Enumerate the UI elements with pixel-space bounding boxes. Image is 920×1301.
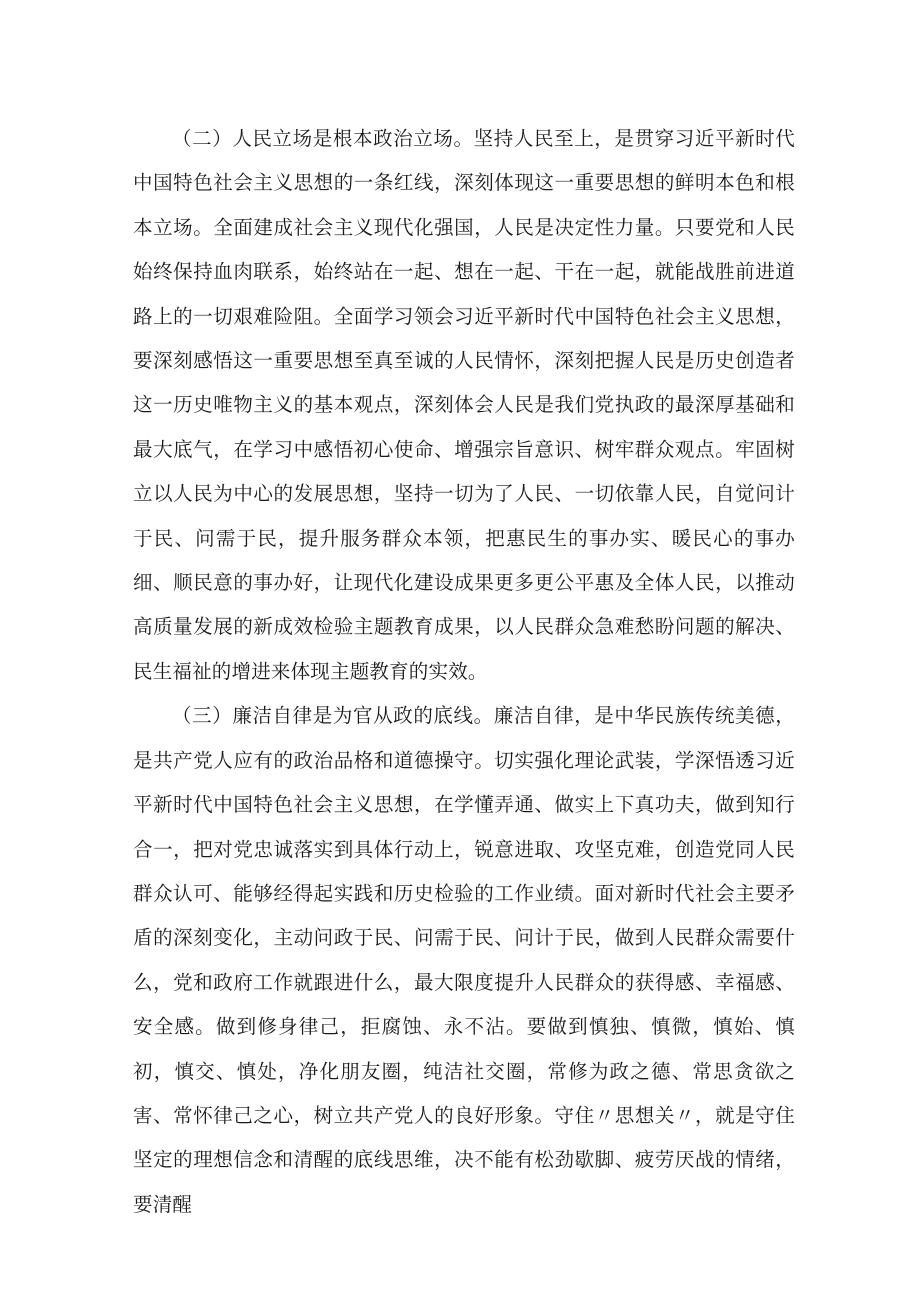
paragraph-people-stance: （二）人民立场是根本政治立场。坚持人民至上，是贯穿习近平新时代中国特色社会主义思想的一条红线，深刻体现这一重要思想的鲜明本色和根本立场。全面建成社会主义现代化强国，人民是决定性力量。只要党和人民始终保持血肉联系，始终站在一起、想在一起、干在一起，就能战胜前进道路上的一切艰难险阻。全面学习领会习近平新时代中国特色社会主义思想，要深刻感悟这一重要思想至真至诚的人民情怀，深刻把握人民是历史创造者这一历史唯物主义的基本观点，深刻体会人民是我们党执政的最深厚基础和最大底气，在学习中感悟初心使命、增强宗旨意识、树牢群众观点。牢固树立以人民为中心的发展思想，坚持一切为了人民、一切依靠人民，自觉问计于民、问需于民，提升服务群众本领，把惠民生的事办实、暖民心的事办细、顺民意的事办好，让现代化建设成果更多更公平惠及全体人民，以推动高质量发展的新成效检验主题教育成果，以人民群众急难愁盼问题的解决、民生福祉的增进来体现主题教育的实效。 <box>133 127 795 683</box>
paragraph-integrity-self-discipline: （三）廉洁自律是为官从政的底线。廉洁自律，是中华民族传统美德，是共产党人应有的政治品格和道德操守。切实强化理论武装，学深悟透习近平新时代中国特色社会主义思想，在学懂弄通、做实上下真功夫，做到知行合一，把对党忠诚落实到具体行动上，锐意进取、攻坚克难，创造党同人民群众认可、能够经得起实践和历史检验的工作业绩。面对新时代社会主要矛盾的深刻变化，主动问政于民、问需于民、问计于民，做到人民群众需要什么，党和政府工作就跟进什么，最大限度提升人民群众的获得感、幸福感、安全感。做到修身律己，拒腐蚀、永不沾。要做到慎独、慎微，慎始、慎初，慎交、慎处，净化朋友圈，纯洁社交圈，常修为政之德、常思贪欲之害、常怀律己之心，树立共产党人的良好形象。守住〃思想关〃，就是守住坚定的理想信念和清醒的底线思维，决不能有松劲歇脚、疲劳厌战的情绪，要清醒 <box>133 704 795 1216</box>
document-body <box>133 117 795 1227</box>
